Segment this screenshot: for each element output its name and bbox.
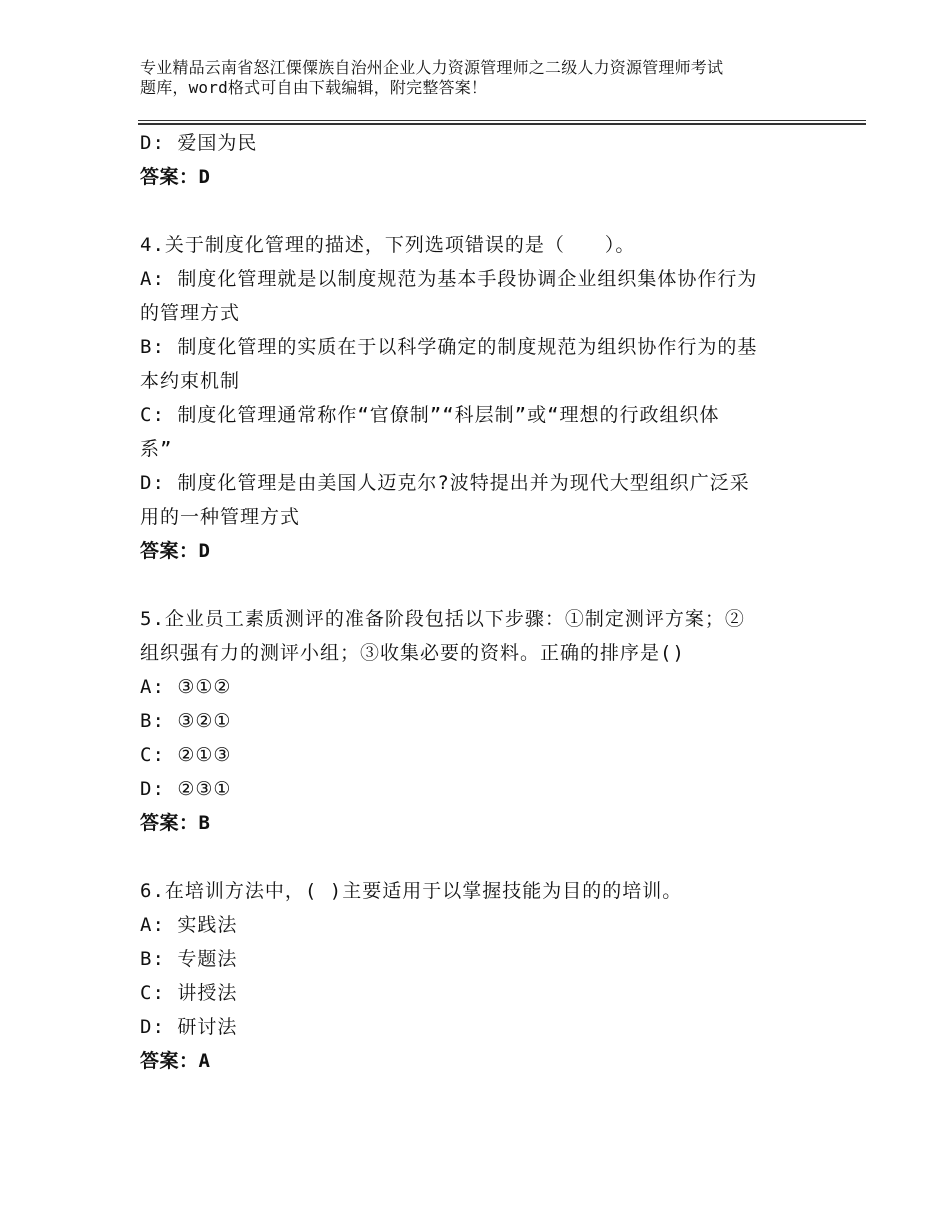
spacer	[140, 840, 860, 874]
q5-stem-line-1: 5.企业员工素质测评的准备阶段包括以下步骤：①制定测评方案；②	[140, 608, 745, 630]
q3-answer: 答案：D	[140, 166, 211, 188]
q4-option-a-line-2: 的管理方式	[140, 302, 241, 324]
q6-option-d: D: 研讨法	[140, 1016, 238, 1038]
q6-option-c: C: 讲授法	[140, 982, 238, 1004]
q4-option-b-line-2: 本约束机制	[140, 370, 241, 392]
header-title-line-1: 专业精品云南省怒江傈僳族自治州企业人力资源管理师之二级人力资源管理师考试	[140, 58, 724, 77]
q3-option-d: D: 爱国为民	[140, 132, 258, 154]
q6-stem: 6.在培训方法中，( )主要适用于以掌握技能为目的的培训。	[140, 880, 683, 902]
q5-option-d: D: ②③①	[140, 778, 232, 800]
page-header	[140, 58, 860, 98]
spacer	[140, 568, 860, 602]
header-title-line-2: 题库，word格式可自由下载编辑，附完整答案！	[140, 78, 488, 97]
q4-option-d-line-2: 用的一种管理方式	[140, 506, 301, 528]
q4-answer: 答案：D	[140, 540, 211, 562]
q5-stem-line-2: 组织强有力的测评小组；③收集必要的资料。正确的排序是()	[140, 642, 685, 664]
q5-option-b: B: ③②①	[140, 710, 232, 732]
spacer	[140, 194, 860, 228]
question-3-tail	[140, 126, 860, 194]
q4-option-b-line-1: B: 制度化管理的实质在于以科学确定的制度规范为组织协作行为的基	[140, 336, 758, 358]
q5-option-c: C: ②①③	[140, 744, 232, 766]
q4-option-d-line-1: D: 制度化管理是由美国人迈克尔?波特提出并为现代大型组织广泛采	[140, 472, 750, 494]
q4-option-c-line-2: 系”	[140, 438, 173, 460]
question-4	[140, 228, 860, 568]
q5-answer: 答案：B	[140, 812, 211, 834]
q4-option-c-line-1: C: 制度化管理通常称作“官僚制”“科层制”或“理想的行政组织体	[140, 404, 720, 426]
question-6	[140, 874, 860, 1078]
q4-stem: 4.关于制度化管理的描述，下列选项错误的是（ ）。	[140, 234, 636, 256]
q6-option-a: A: 实践法	[140, 914, 238, 936]
q4-option-a-line-1: A: 制度化管理就是以制度规范为基本手段协调企业组织集体协作行为	[140, 268, 758, 290]
header-divider-thick	[138, 123, 866, 125]
q6-answer: 答案：A	[140, 1050, 211, 1072]
header-divider-thin	[138, 120, 866, 121]
question-content	[140, 126, 860, 1078]
question-5	[140, 602, 860, 840]
q5-option-a: A: ③①②	[140, 676, 232, 698]
q6-option-b: B: 专题法	[140, 948, 238, 970]
